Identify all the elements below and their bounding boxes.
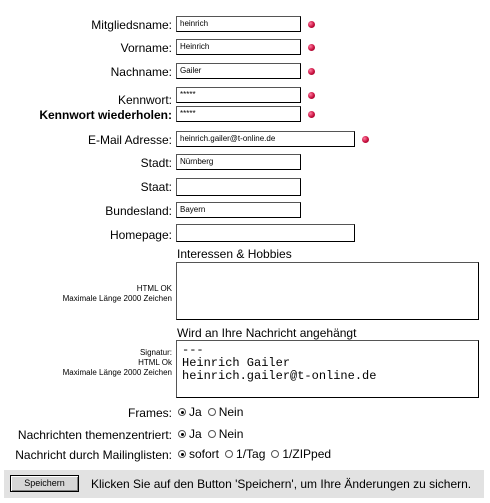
member-name-input[interactable]: heinrich bbox=[176, 16, 301, 32]
password-label: Kennwort: bbox=[117, 93, 172, 107]
first-name-label: Vorname: bbox=[120, 41, 172, 55]
mailinglist-option-immediate[interactable]: sofort bbox=[178, 447, 219, 461]
interests-html-note: HTML OK bbox=[136, 284, 172, 293]
email-input[interactable]: heinrich.gailer@t-online.de bbox=[176, 131, 355, 147]
radio-icon[interactable] bbox=[208, 408, 216, 416]
threaded-option-no[interactable]: Nein bbox=[208, 427, 244, 441]
first-name-input[interactable]: Heinrich bbox=[176, 39, 301, 55]
last-name-input[interactable]: Gailer bbox=[176, 63, 301, 79]
member-name-label: Mitgliedsname: bbox=[91, 18, 172, 32]
frames-label: Frames: bbox=[127, 406, 172, 420]
save-button[interactable]: Speichern bbox=[10, 475, 79, 492]
footer-bar bbox=[4, 470, 484, 498]
required-marker-icon bbox=[308, 92, 315, 99]
frames-radio-group bbox=[178, 405, 249, 419]
city-input[interactable]: Nürnberg bbox=[176, 154, 301, 170]
frames-option-yes[interactable]: Ja bbox=[178, 405, 202, 419]
radio-icon[interactable] bbox=[208, 430, 216, 438]
threaded-radio-group bbox=[178, 427, 249, 441]
city-label: Stadt: bbox=[140, 156, 172, 170]
password-repeat-input[interactable]: ***** bbox=[176, 106, 301, 122]
threaded-label: Nachrichten themenzentriert: bbox=[17, 428, 172, 442]
homepage-label: Homepage: bbox=[109, 228, 172, 242]
last-name-label: Nachname: bbox=[110, 65, 172, 79]
interests-title: Interessen & Hobbies bbox=[177, 247, 292, 261]
interests-textarea[interactable] bbox=[176, 262, 479, 320]
signature-title: Wird an Ihre Nachricht angehängt bbox=[177, 326, 357, 340]
password-repeat-label: Kennwort wiederholen: bbox=[39, 108, 172, 122]
threaded-option-yes[interactable]: Ja bbox=[178, 427, 202, 441]
email-label: E-Mail Adresse: bbox=[87, 133, 172, 147]
radio-icon[interactable] bbox=[271, 450, 279, 458]
required-marker-icon bbox=[308, 21, 315, 28]
signature-html-note: HTML Ok bbox=[138, 358, 172, 367]
mailinglist-label: Nachricht durch Mailinglisten: bbox=[15, 448, 172, 462]
signature-length-note: Maximale Länge 2000 Zeichen bbox=[62, 368, 172, 377]
required-marker-icon bbox=[308, 68, 315, 75]
signature-label: Signatur: bbox=[139, 348, 172, 357]
radio-selected-icon[interactable] bbox=[178, 430, 186, 438]
homepage-input[interactable] bbox=[176, 224, 355, 242]
signature-textarea[interactable]: --- Heinrich Gailer heinrich.gailer@t-online.de bbox=[176, 340, 479, 398]
mailinglist-option-zipped[interactable]: 1/ZIPped bbox=[271, 447, 331, 461]
interests-length-note: Maximale Länge 2000 Zeichen bbox=[62, 294, 172, 303]
mailinglist-option-daily[interactable]: 1/Tag bbox=[225, 447, 265, 461]
required-marker-icon bbox=[308, 44, 315, 51]
frames-option-no[interactable]: Nein bbox=[208, 405, 244, 419]
radio-selected-icon[interactable] bbox=[178, 408, 186, 416]
country-label: Staat: bbox=[140, 180, 172, 194]
required-marker-icon bbox=[362, 136, 369, 143]
required-marker-icon bbox=[308, 111, 315, 118]
region-label: Bundesland: bbox=[105, 204, 172, 218]
radio-selected-icon[interactable] bbox=[178, 450, 186, 458]
password-input[interactable]: ***** bbox=[176, 87, 301, 103]
save-hint-text: Klicken Sie auf den Button 'Speichern', um Ihre Änderungen zu sichern. bbox=[91, 477, 472, 491]
country-input[interactable] bbox=[176, 178, 301, 196]
mailinglist-radio-group bbox=[178, 447, 337, 461]
region-input[interactable]: Bayern bbox=[176, 202, 301, 218]
radio-icon[interactable] bbox=[225, 450, 233, 458]
